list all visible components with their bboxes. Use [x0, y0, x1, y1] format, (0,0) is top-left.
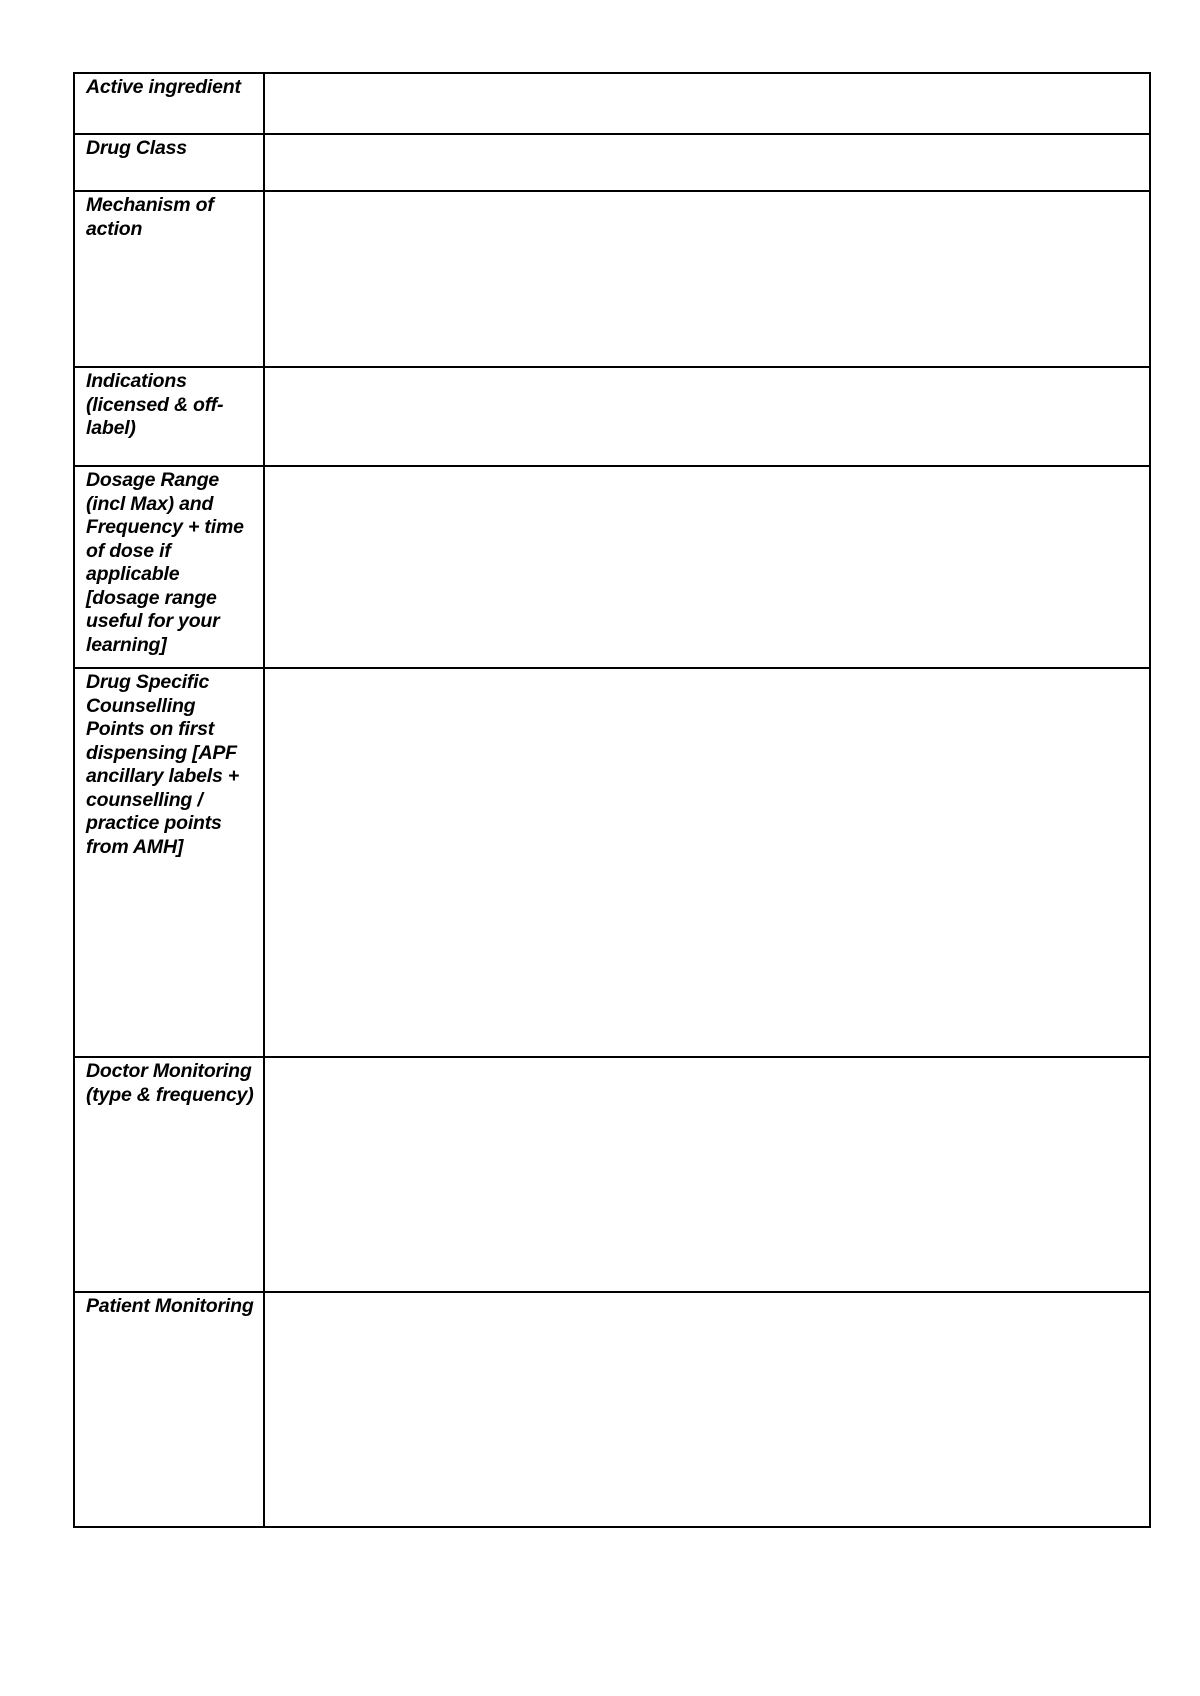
- label-doctor-monitoring: Doctor Monitoring (type & frequency): [74, 1057, 264, 1292]
- label-indications: Indications (licensed & off-label): [74, 367, 264, 466]
- label-active-ingredient: Active ingredient: [74, 73, 264, 134]
- label-mechanism-of-action: Mechanism of action: [74, 191, 264, 367]
- row-counselling-points: [74, 668, 1150, 1057]
- field-counselling-points[interactable]: [264, 668, 1150, 1057]
- row-indications: [74, 367, 1150, 466]
- label-patient-monitoring: Patient Monitoring: [74, 1292, 264, 1527]
- field-indications[interactable]: [264, 367, 1150, 466]
- field-mechanism-of-action[interactable]: [264, 191, 1150, 367]
- row-drug-class: [74, 134, 1150, 191]
- field-doctor-monitoring[interactable]: [264, 1057, 1150, 1292]
- label-drug-class: Drug Class: [74, 134, 264, 191]
- field-active-ingredient[interactable]: [264, 73, 1150, 134]
- row-doctor-monitoring: [74, 1057, 1150, 1292]
- row-dosage-range: [74, 466, 1150, 668]
- label-counselling-points: Drug Specific Counselling Points on first dispensing [APF ancillary labels + counselling / practice points from AMH]: [74, 668, 264, 1057]
- field-patient-monitoring[interactable]: [264, 1292, 1150, 1527]
- row-mechanism-of-action: [74, 191, 1150, 367]
- row-patient-monitoring: [74, 1292, 1150, 1527]
- label-dosage-range: Dosage Range (incl Max) and Frequency + time of dose if applicable [dosage range useful for your learning]: [74, 466, 264, 668]
- row-active-ingredient: [74, 73, 1150, 134]
- field-drug-class[interactable]: [264, 134, 1150, 191]
- field-dosage-range[interactable]: [264, 466, 1150, 668]
- drug-profile-form: [73, 72, 1151, 1528]
